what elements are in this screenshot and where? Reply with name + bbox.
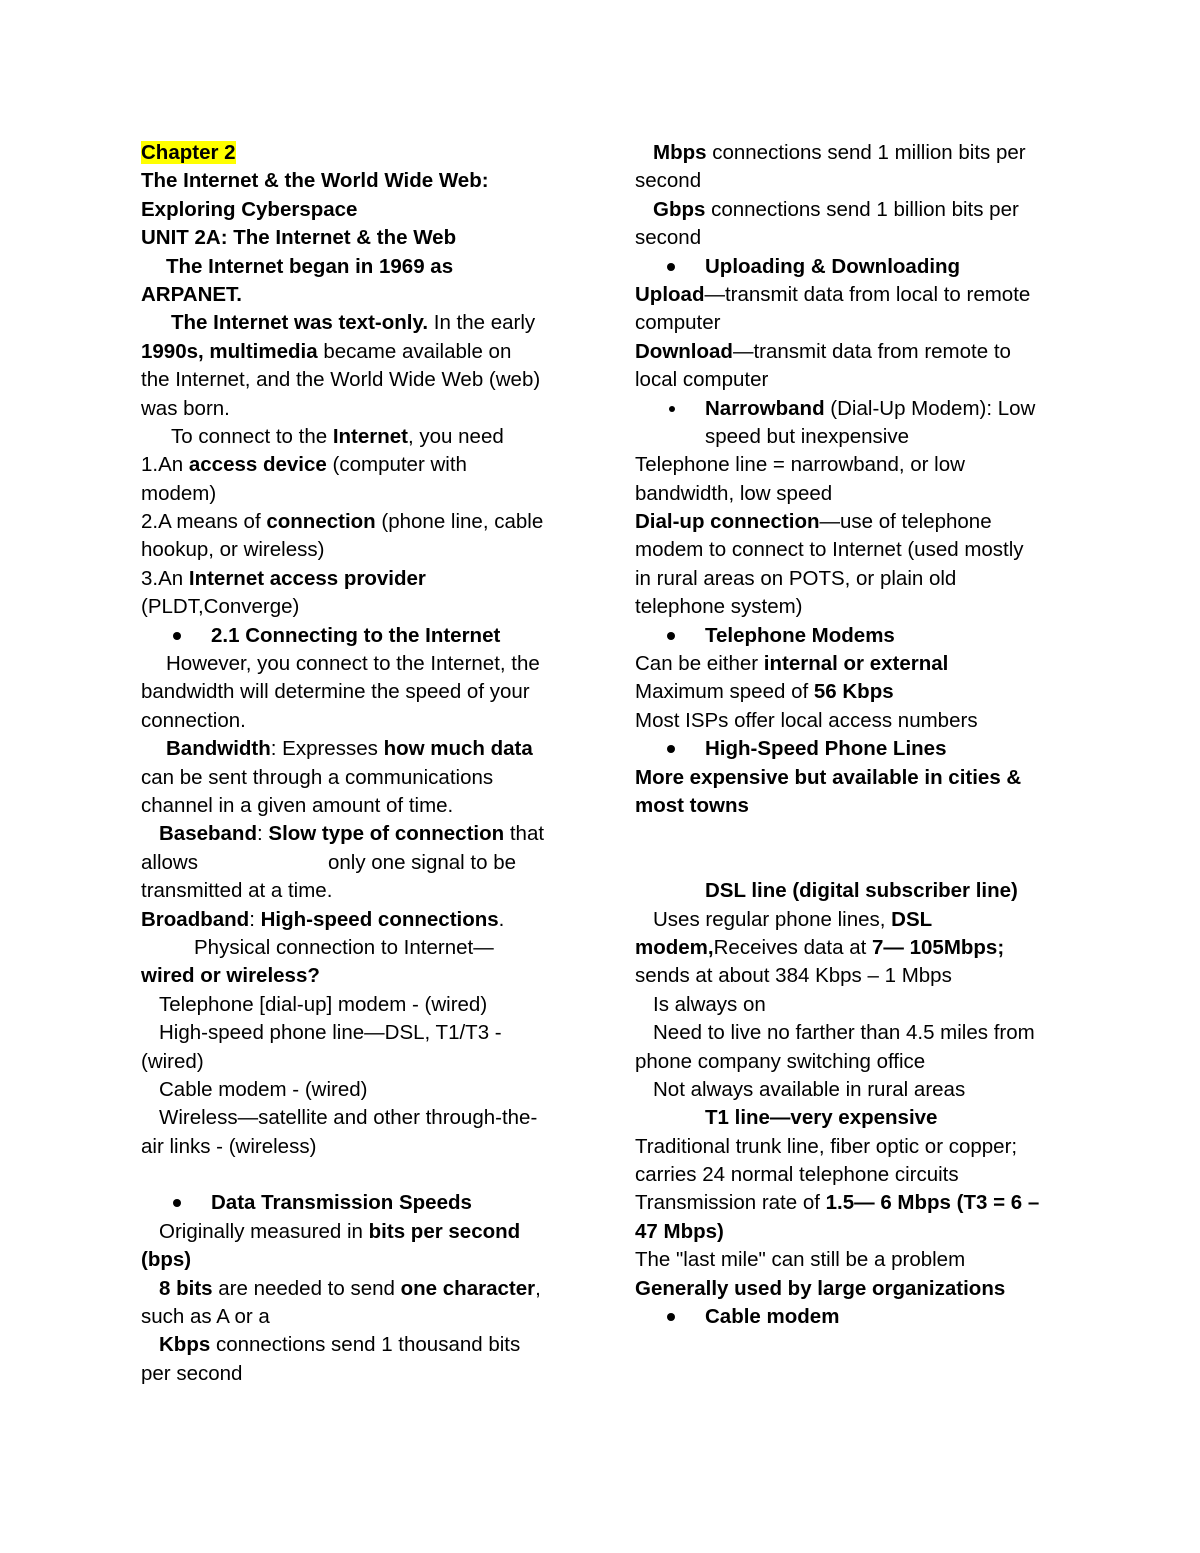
began-line-2: ARPANET. <box>141 282 242 306</box>
eight-bits-mid: are needed to send <box>212 1276 401 1300</box>
bandwidth-term: Bandwidth <box>166 737 271 761</box>
gbps-line <box>635 196 1075 224</box>
bullet-icon <box>173 1199 181 1207</box>
eight-bits-bold: 8 bits <box>159 1276 213 1300</box>
rate-pre: Transmission rate of <box>635 1191 826 1215</box>
rate-line-2: 47 Mbps) <box>635 1219 724 1243</box>
modem-bold2: 7— 105Mbps; <box>872 935 1005 959</box>
maxspeed-pre: Maximum speed of <box>635 680 814 704</box>
dialup-line-3: in rural areas on POTS, or plain old <box>635 566 957 590</box>
dialup-line <box>635 508 1075 536</box>
sends-line: sends at about 384 Kbps – 1 Mbps <box>635 964 952 988</box>
began-line-1: The Internet began in 1969 as <box>166 254 454 278</box>
section-speeds-label: Data Transmission Speeds <box>211 1191 472 1215</box>
right-column <box>635 139 1075 1331</box>
uses-line <box>635 906 1075 934</box>
item-1-post: (computer with <box>326 453 467 477</box>
download-cont: local computer <box>635 368 769 392</box>
rate-bold: 1.5— 6 Mbps (T3 = 6 – <box>825 1191 1040 1215</box>
section-telmodems-label: Telephone Modems <box>705 623 895 647</box>
mbps-cont: second <box>635 169 702 193</box>
upload-cont: computer <box>635 311 721 335</box>
connect-pre: To connect to the <box>171 424 333 448</box>
however-line-2: bandwidth will determine the speed of your <box>141 680 530 704</box>
originally-line <box>141 1218 581 1246</box>
modem-mid: Receives data at <box>713 935 873 959</box>
mbps-bold: Mbps <box>653 141 707 164</box>
bandwidth-line <box>141 735 581 763</box>
dialup-rest: —use of telephone <box>819 510 992 534</box>
connect-line <box>141 423 581 451</box>
textonly-line <box>141 309 581 337</box>
upload-line <box>635 281 1075 309</box>
either-pre: Can be either <box>635 652 764 676</box>
either-line <box>635 650 1075 678</box>
more-expensive-line-2: most towns <box>635 793 749 817</box>
bandwidth-line-2: can be sent through a communications <box>141 765 494 789</box>
tel-line-2: bandwidth, low speed <box>635 481 833 505</box>
narrowband-bold: Narrowband <box>705 396 825 420</box>
item-1-bold: access device <box>188 453 327 477</box>
kbps-line <box>141 1331 581 1359</box>
download-rest: —transmit data from remote to <box>732 339 1011 363</box>
left-column <box>141 139 581 1388</box>
t1-heading: T1 line—very expensive <box>705 1106 938 1130</box>
spacer <box>635 820 1075 848</box>
spacer <box>141 1161 581 1189</box>
rate-line <box>635 1189 1075 1217</box>
broadband-term: Broadband <box>141 907 250 931</box>
gbps-rest: connections send 1 billion bits per <box>705 197 1019 221</box>
baseband-allows: allows <box>141 850 198 874</box>
bps-line: (bps) <box>141 1248 192 1272</box>
section-updown-label: Uploading & Downloading <box>705 254 961 278</box>
generally-line: Generally used by large organizations <box>635 1276 1006 1300</box>
textonly-rest: In the early <box>428 311 536 335</box>
baseband-line-3: transmitted at a time. <box>141 879 333 903</box>
dialup-bold: Dial-up connection <box>635 510 820 534</box>
either-bold: internal or external <box>763 652 949 676</box>
bullet-icon <box>669 406 675 412</box>
download-line <box>635 338 1075 366</box>
originally-bold: bits per second <box>368 1219 521 1243</box>
spacer <box>635 849 1075 877</box>
section-highspeed <box>635 735 1075 763</box>
baseband-signal: only one signal to be <box>327 850 517 874</box>
need-line-1: Need to live no farther than 4.5 miles from <box>653 1021 1035 1045</box>
not-always-line: Not always available in rural areas <box>653 1077 966 1101</box>
narrowband-line <box>705 395 1075 423</box>
title-line-1: The Internet & the World Wide Web: <box>141 169 489 193</box>
item-2-bold: connection <box>266 510 376 534</box>
baseband-bold2: Slow type of connection <box>268 822 505 846</box>
section-highspeed-label: High-Speed Phone Lines <box>705 737 947 761</box>
section-narrowband <box>635 395 1075 452</box>
gbps-bold: Gbps <box>653 197 706 221</box>
narrowband-rest: (Dial-Up Modem): Low <box>824 396 1036 420</box>
uses-bold: DSL <box>891 907 933 931</box>
bullet-icon <box>667 263 675 271</box>
dialup-line-4: telephone system) <box>635 595 803 619</box>
item-1-pre: 1.An <box>141 453 189 477</box>
bullet-icon <box>667 1313 675 1321</box>
download-bold: Download <box>635 339 733 363</box>
isps-line: Most ISPs offer local access numbers <box>635 708 978 732</box>
upload-bold: Upload <box>635 282 705 306</box>
nineties-line <box>141 338 581 366</box>
connect-bold: Internet <box>332 424 409 448</box>
connect-post: , you need <box>408 424 504 448</box>
maxspeed-bold: 56 Kbps <box>813 680 894 704</box>
narrowband-cont: speed but inexpensive <box>705 424 910 448</box>
eight-bits-bold2: one character <box>400 1276 536 1300</box>
broadband-end: . <box>498 907 505 931</box>
broadband-bold2: High-speed connections <box>260 907 499 931</box>
item-3-cont: (PLDT,Converge) <box>141 595 300 619</box>
gbps-cont: second <box>635 226 702 250</box>
section-updown <box>635 253 1075 281</box>
eight-bits-cont: such as A or a <box>141 1305 270 1329</box>
section-connecting <box>141 622 581 650</box>
item-1-line <box>141 451 581 479</box>
item-2-post: (phone line, cable <box>375 510 544 534</box>
originally-pre: Originally measured in <box>159 1219 369 1243</box>
cable-modem-line: Cable modem - (wired) <box>159 1077 368 1101</box>
mbps-line <box>635 139 1075 167</box>
baseband-line-2 <box>141 849 581 877</box>
section-telmodems <box>635 622 1075 650</box>
www-line: the Internet, and the World Wide Web (web) <box>141 368 541 392</box>
highspeed-line-2: (wired) <box>141 1049 204 1073</box>
section-cable <box>635 1303 1075 1331</box>
eight-bits-line <box>141 1275 581 1303</box>
uses-pre: Uses regular phone lines, <box>653 907 892 931</box>
title-line-2: Exploring Cyberspace <box>141 197 358 221</box>
item-3-bold: Internet access provider <box>188 566 426 590</box>
highspeed-line-1: High-speed phone line—DSL, T1/T3 - <box>159 1021 502 1045</box>
dialup-line-2: modem to connect to Internet (used mostly <box>635 538 1024 562</box>
baseband-term: Baseband <box>159 822 257 846</box>
mbps-rest: connections send 1 million bits per <box>706 141 1026 164</box>
dsl-heading: DSL line (digital subscriber line) <box>705 879 1018 903</box>
baseband-line <box>141 820 581 848</box>
unit-heading: UNIT 2A: The Internet & the Web <box>141 226 457 250</box>
eight-bits-end: , <box>535 1276 541 1300</box>
item-2-pre: 2.A means of <box>141 510 267 534</box>
bandwidth-line-3: channel in a given amount of time. <box>141 793 454 817</box>
need-line-2: phone company switching office <box>635 1049 926 1073</box>
bandwidth-mid: : Expresses <box>270 737 384 761</box>
item-3-line <box>141 565 581 593</box>
physical-line-2: wired or wireless? <box>141 964 320 988</box>
wireless-line-2: air links - (wireless) <box>141 1134 317 1158</box>
wireless-line-1: Wireless—satellite and other through-the- <box>159 1106 538 1130</box>
physical-line-1: Physical connection to Internet— <box>194 935 494 959</box>
item-2-line <box>141 508 581 536</box>
chapter-line <box>141 139 581 167</box>
last-mile-line: The "last mile" can still be a problem <box>635 1248 966 1272</box>
bullet-icon <box>667 745 675 753</box>
tel-line-1: Telephone line = narrowband, or low <box>635 453 965 477</box>
traditional-line-1: Traditional trunk line, fiber optic or copper; <box>635 1134 1018 1158</box>
broadband-line <box>141 906 581 934</box>
section-cable-label: Cable modem <box>705 1305 840 1329</box>
modem-bold: modem, <box>635 935 714 959</box>
baseband-colon: : <box>256 822 269 846</box>
telephone-modem-line: Telephone [dial-up] modem - (wired) <box>159 992 488 1016</box>
modem-line <box>635 934 1075 962</box>
born-line: was born. <box>141 396 230 420</box>
nineties-bold: 1990s, multimedia <box>141 339 318 363</box>
however-line-3: connection. <box>141 708 246 732</box>
kbps-rest: connections send 1 thousand bits <box>210 1333 521 1357</box>
kbps-bold: Kbps <box>159 1333 211 1357</box>
more-expensive-line-1: More expensive but available in cities & <box>635 765 1022 789</box>
section-speeds <box>141 1189 581 1217</box>
bandwidth-bold2: how much data <box>383 737 533 761</box>
textonly-bold: The Internet was text-only. <box>171 311 429 335</box>
always-on-line: Is always on <box>653 992 766 1016</box>
item-2-cont: hookup, or wireless) <box>141 538 325 562</box>
maxspeed-line <box>635 678 1075 706</box>
traditional-line-2: carries 24 normal telephone circuits <box>635 1163 959 1187</box>
item-1-cont: modem) <box>141 481 217 505</box>
upload-rest: —transmit data from local to remote <box>704 282 1031 306</box>
section-connecting-label: 2.1 Connecting to the Internet <box>211 623 501 647</box>
kbps-cont: per second <box>141 1361 243 1385</box>
chapter-heading: Chapter 2 <box>141 141 236 164</box>
bullet-icon <box>667 632 675 640</box>
nineties-rest: became available on <box>317 339 512 363</box>
broadband-colon: : <box>249 907 261 931</box>
item-3-pre: 3.An <box>141 566 189 590</box>
baseband-rest: that <box>504 822 545 846</box>
however-line-1: However, you connect to the Internet, the <box>166 652 540 676</box>
bullet-icon <box>173 632 181 640</box>
